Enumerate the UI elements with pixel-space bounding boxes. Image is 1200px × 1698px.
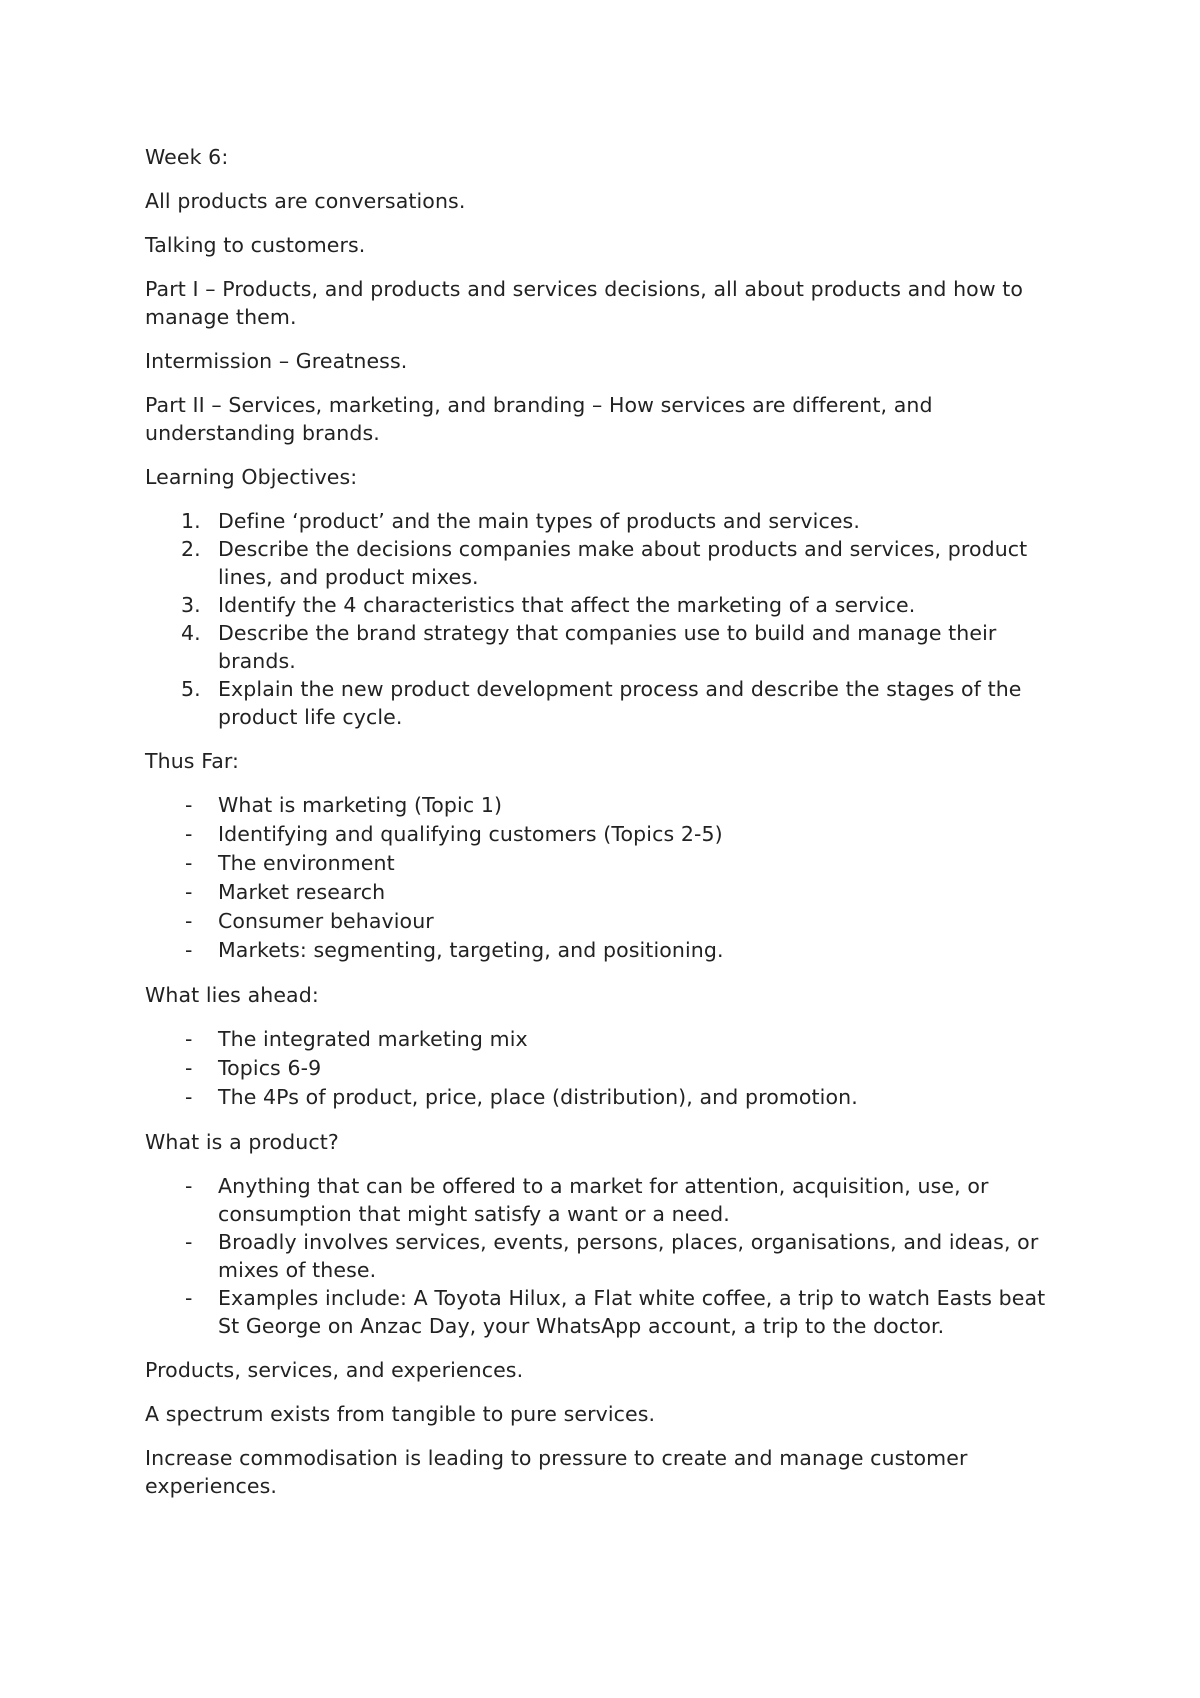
list-item-text: Identify the 4 characteristics that affect the marketing of a service.: [218, 593, 916, 617]
objectives-list: [145, 507, 1070, 731]
list-item-text: Markets: segmenting, targeting, and positioning.: [218, 938, 724, 962]
ahead-list: [145, 1025, 1070, 1112]
intro-paragraph: Intermission – Greatness.: [145, 349, 408, 373]
list-item-text: The 4Ps of product, price, place (distribution), and promotion.: [218, 1085, 858, 1109]
product-title: What is a product?: [145, 1130, 339, 1154]
closing-paragraph: Increase commodisation is leading to pressure to create and manage customer experiences.: [145, 1446, 968, 1498]
list-number: 5.: [181, 677, 201, 701]
product-list: [145, 1172, 1070, 1340]
list-item: [145, 675, 1070, 731]
list-item-text: Describe the decisions companies make about products and services, product lines, and product mixes.: [218, 537, 1028, 589]
list-item-text: Broadly involves services, events, persons, places, organisations, and ideas, or mixes of these.: [218, 1230, 1039, 1282]
objectives-title: Learning Objectives:: [145, 465, 358, 489]
dash-bullet: -: [185, 909, 193, 933]
intro-paragraph: Part II – Services, marketing, and branding – How services are different, and understanding brands.: [145, 393, 933, 445]
list-item: [145, 1172, 1070, 1228]
dash-bullet: -: [185, 822, 193, 846]
list-item: [145, 936, 1070, 965]
list-item-text: The integrated marketing mix: [218, 1027, 528, 1051]
list-item: [145, 591, 1070, 619]
intro-paragraph: Talking to customers.: [145, 233, 366, 257]
intro-paragraph: Part I – Products, and products and services decisions, all about products and how to manage them.: [145, 277, 1024, 329]
list-item: [145, 535, 1070, 591]
intro-paragraph: All products are conversations.: [145, 189, 466, 213]
list-item: [145, 1083, 1070, 1112]
dash-bullet: -: [185, 1174, 193, 1198]
list-item-text: Identifying and qualifying customers (Topics 2-5): [218, 822, 723, 846]
list-item: [145, 878, 1070, 907]
list-item: [145, 1054, 1070, 1083]
thus-far-title: Thus Far:: [145, 749, 240, 773]
list-number: 3.: [181, 593, 201, 617]
list-item: [145, 1284, 1070, 1340]
week-heading: Week 6:: [145, 145, 229, 169]
list-item-text: Explain the new product development process and describe the stages of the product life cycle.: [218, 677, 1022, 729]
dash-bullet: -: [185, 1286, 193, 1310]
list-item: [145, 791, 1070, 820]
list-number: 2.: [181, 537, 201, 561]
ahead-title: What lies ahead:: [145, 983, 319, 1007]
document-page: [145, 143, 1070, 1516]
list-item-text: The environment: [218, 851, 395, 875]
thus-far-list: [145, 791, 1070, 965]
dash-bullet: -: [185, 938, 193, 962]
list-item: [145, 849, 1070, 878]
list-item-text: Consumer behaviour: [218, 909, 434, 933]
dash-bullet: -: [185, 1085, 193, 1109]
list-item-text: Define ‘product’ and the main types of products and services.: [218, 509, 860, 533]
closing-paragraph: A spectrum exists from tangible to pure services.: [145, 1402, 656, 1426]
list-item-text: Examples include: A Toyota Hilux, a Flat white coffee, a trip to watch Easts beat St George on Anzac Day, your WhatsApp account, a trip to the doctor.: [218, 1286, 1046, 1338]
list-item-text: Market research: [218, 880, 386, 904]
list-item-text: What is marketing (Topic 1): [218, 793, 503, 817]
list-item: [145, 507, 1070, 535]
list-item-text: Topics 6-9: [218, 1056, 322, 1080]
list-item: [145, 907, 1070, 936]
closing-paragraph: Products, services, and experiences.: [145, 1358, 524, 1382]
dash-bullet: -: [185, 1056, 193, 1080]
list-item-text: Describe the brand strategy that companies use to build and manage their brands.: [218, 621, 997, 673]
dash-bullet: -: [185, 1230, 193, 1254]
list-item: [145, 619, 1070, 675]
dash-bullet: -: [185, 793, 193, 817]
dash-bullet: -: [185, 1027, 193, 1051]
list-item: [145, 1025, 1070, 1054]
list-item: [145, 820, 1070, 849]
dash-bullet: -: [185, 851, 193, 875]
list-item-text: Anything that can be offered to a market for attention, acquisition, use, or consumption that might satisfy a want or a need.: [218, 1174, 989, 1226]
dash-bullet: -: [185, 880, 193, 904]
list-number: 4.: [181, 621, 201, 645]
list-item: [145, 1228, 1070, 1284]
list-number: 1.: [181, 509, 201, 533]
